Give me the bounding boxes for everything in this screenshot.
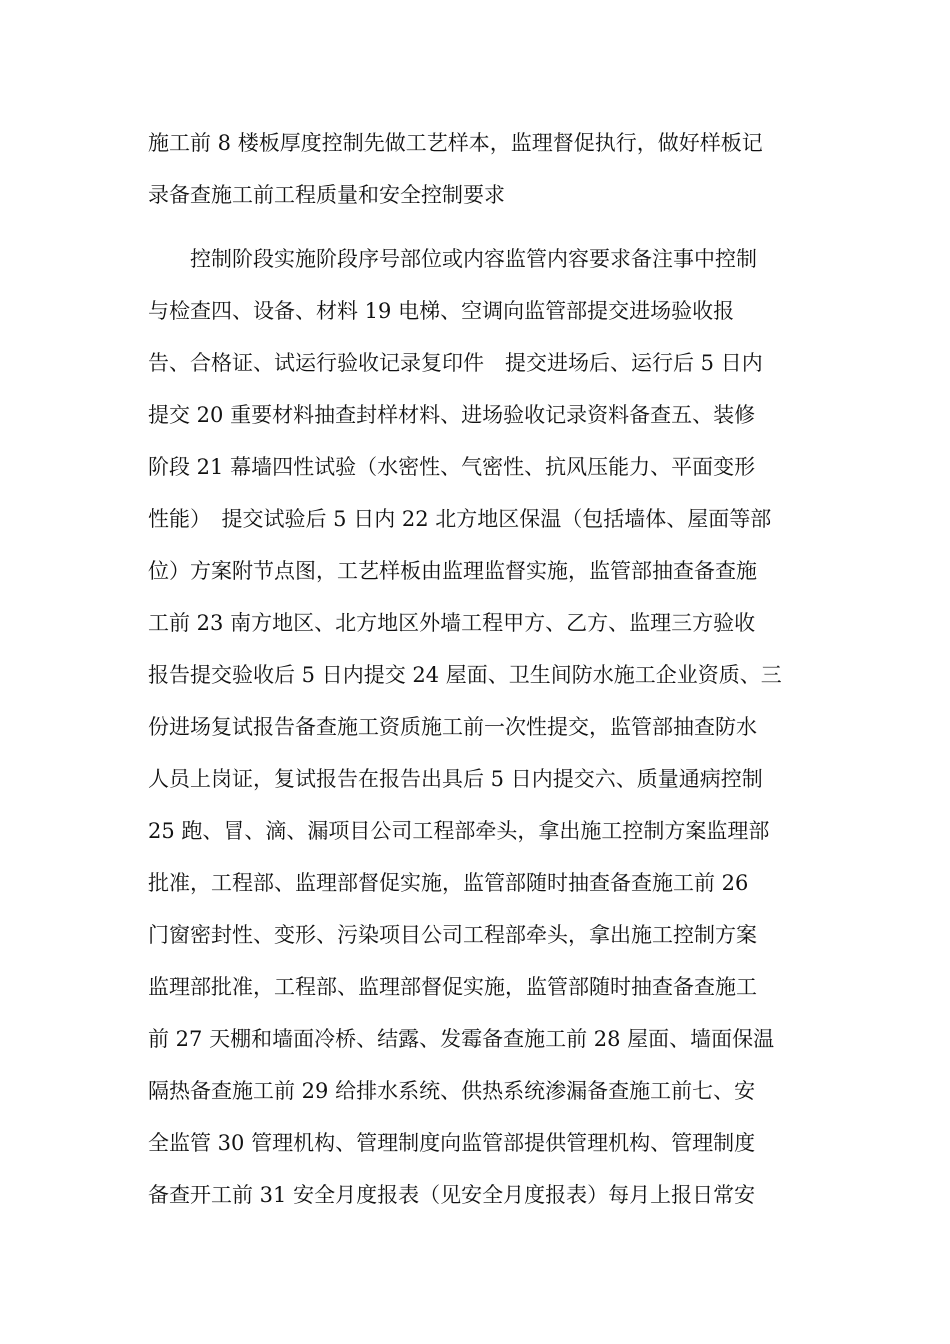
text-line: 25 跑、冒、滴、漏项目公司工程部牵头，拿出施工控制方案监理部 [148, 819, 770, 843]
text-line: 前 27 天棚和墙面冷桥、结露、发霉备查施工前 28 屋面、墙面保温 [148, 1027, 775, 1051]
text-line: 全监管 30 管理机构、管理制度向监管部提供管理机构、管理制度 [148, 1131, 756, 1155]
text-line: 与检查四、设备、材料 19 电梯、空调向监管部提交进场验收报 [148, 299, 735, 323]
text-line: 人员上岗证，复试报告在报告出具后 5 日内提交六、质量通病控制 [148, 767, 763, 791]
text-line: 告、合格证、试运行验收记录复印件 提交进场后、运行后 5 日内 [148, 351, 763, 375]
text-line: 阶段 21 幕墙四性试验（水密性、气密性、抗风压能力、平面变形 [148, 455, 756, 479]
text-line: 控制阶段实施阶段序号部位或内容监管内容要求备注事中控制 [148, 247, 757, 271]
paragraph-gap [148, 221, 808, 233]
text-line: 批准，工程部、监理部督促实施，监管部随时抽查备查施工前 26 [148, 871, 749, 895]
text-line: 份进场复试报告备查施工资质施工前一次性提交，监管部抽查防水 [148, 715, 757, 739]
text-line: 录备查施工前工程质量和安全控制要求 [148, 183, 505, 207]
text-line: 性能） 提交试验后 5 日内 22 北方地区保温（包括墙体、屋面等部 [148, 507, 772, 531]
body-text [148, 117, 808, 1221]
text-line: 提交 20 重要材料抽查封样材料、进场验收记录资料备查五、装修 [148, 403, 756, 427]
text-line: 备查开工前 31 安全月度报表（见安全月度报表）每月上报日常安 [148, 1183, 756, 1207]
text-line: 施工前 8 楼板厚度控制先做工艺样本，监理督促执行，做好样板记 [148, 131, 763, 155]
text-line: 工前 23 南方地区、北方地区外墙工程甲方、乙方、监理三方验收 [148, 611, 756, 635]
text-line: 报告提交验收后 5 日内提交 24 屋面、卫生间防水施工企业资质、三 [148, 663, 782, 687]
text-line: 监理部批准，工程部、监理部督促实施，监管部随时抽查备查施工 [148, 975, 757, 999]
text-line: 隔热备查施工前 29 给排水系统、供热系统渗漏备查施工前七、安 [148, 1079, 756, 1103]
text-line: 门窗密封性、变形、污染项目公司工程部牵头，拿出施工控制方案 [148, 923, 757, 947]
text-line: 位）方案附节点图，工艺样板由监理监督实施，监管部抽查备查施 [148, 559, 757, 583]
